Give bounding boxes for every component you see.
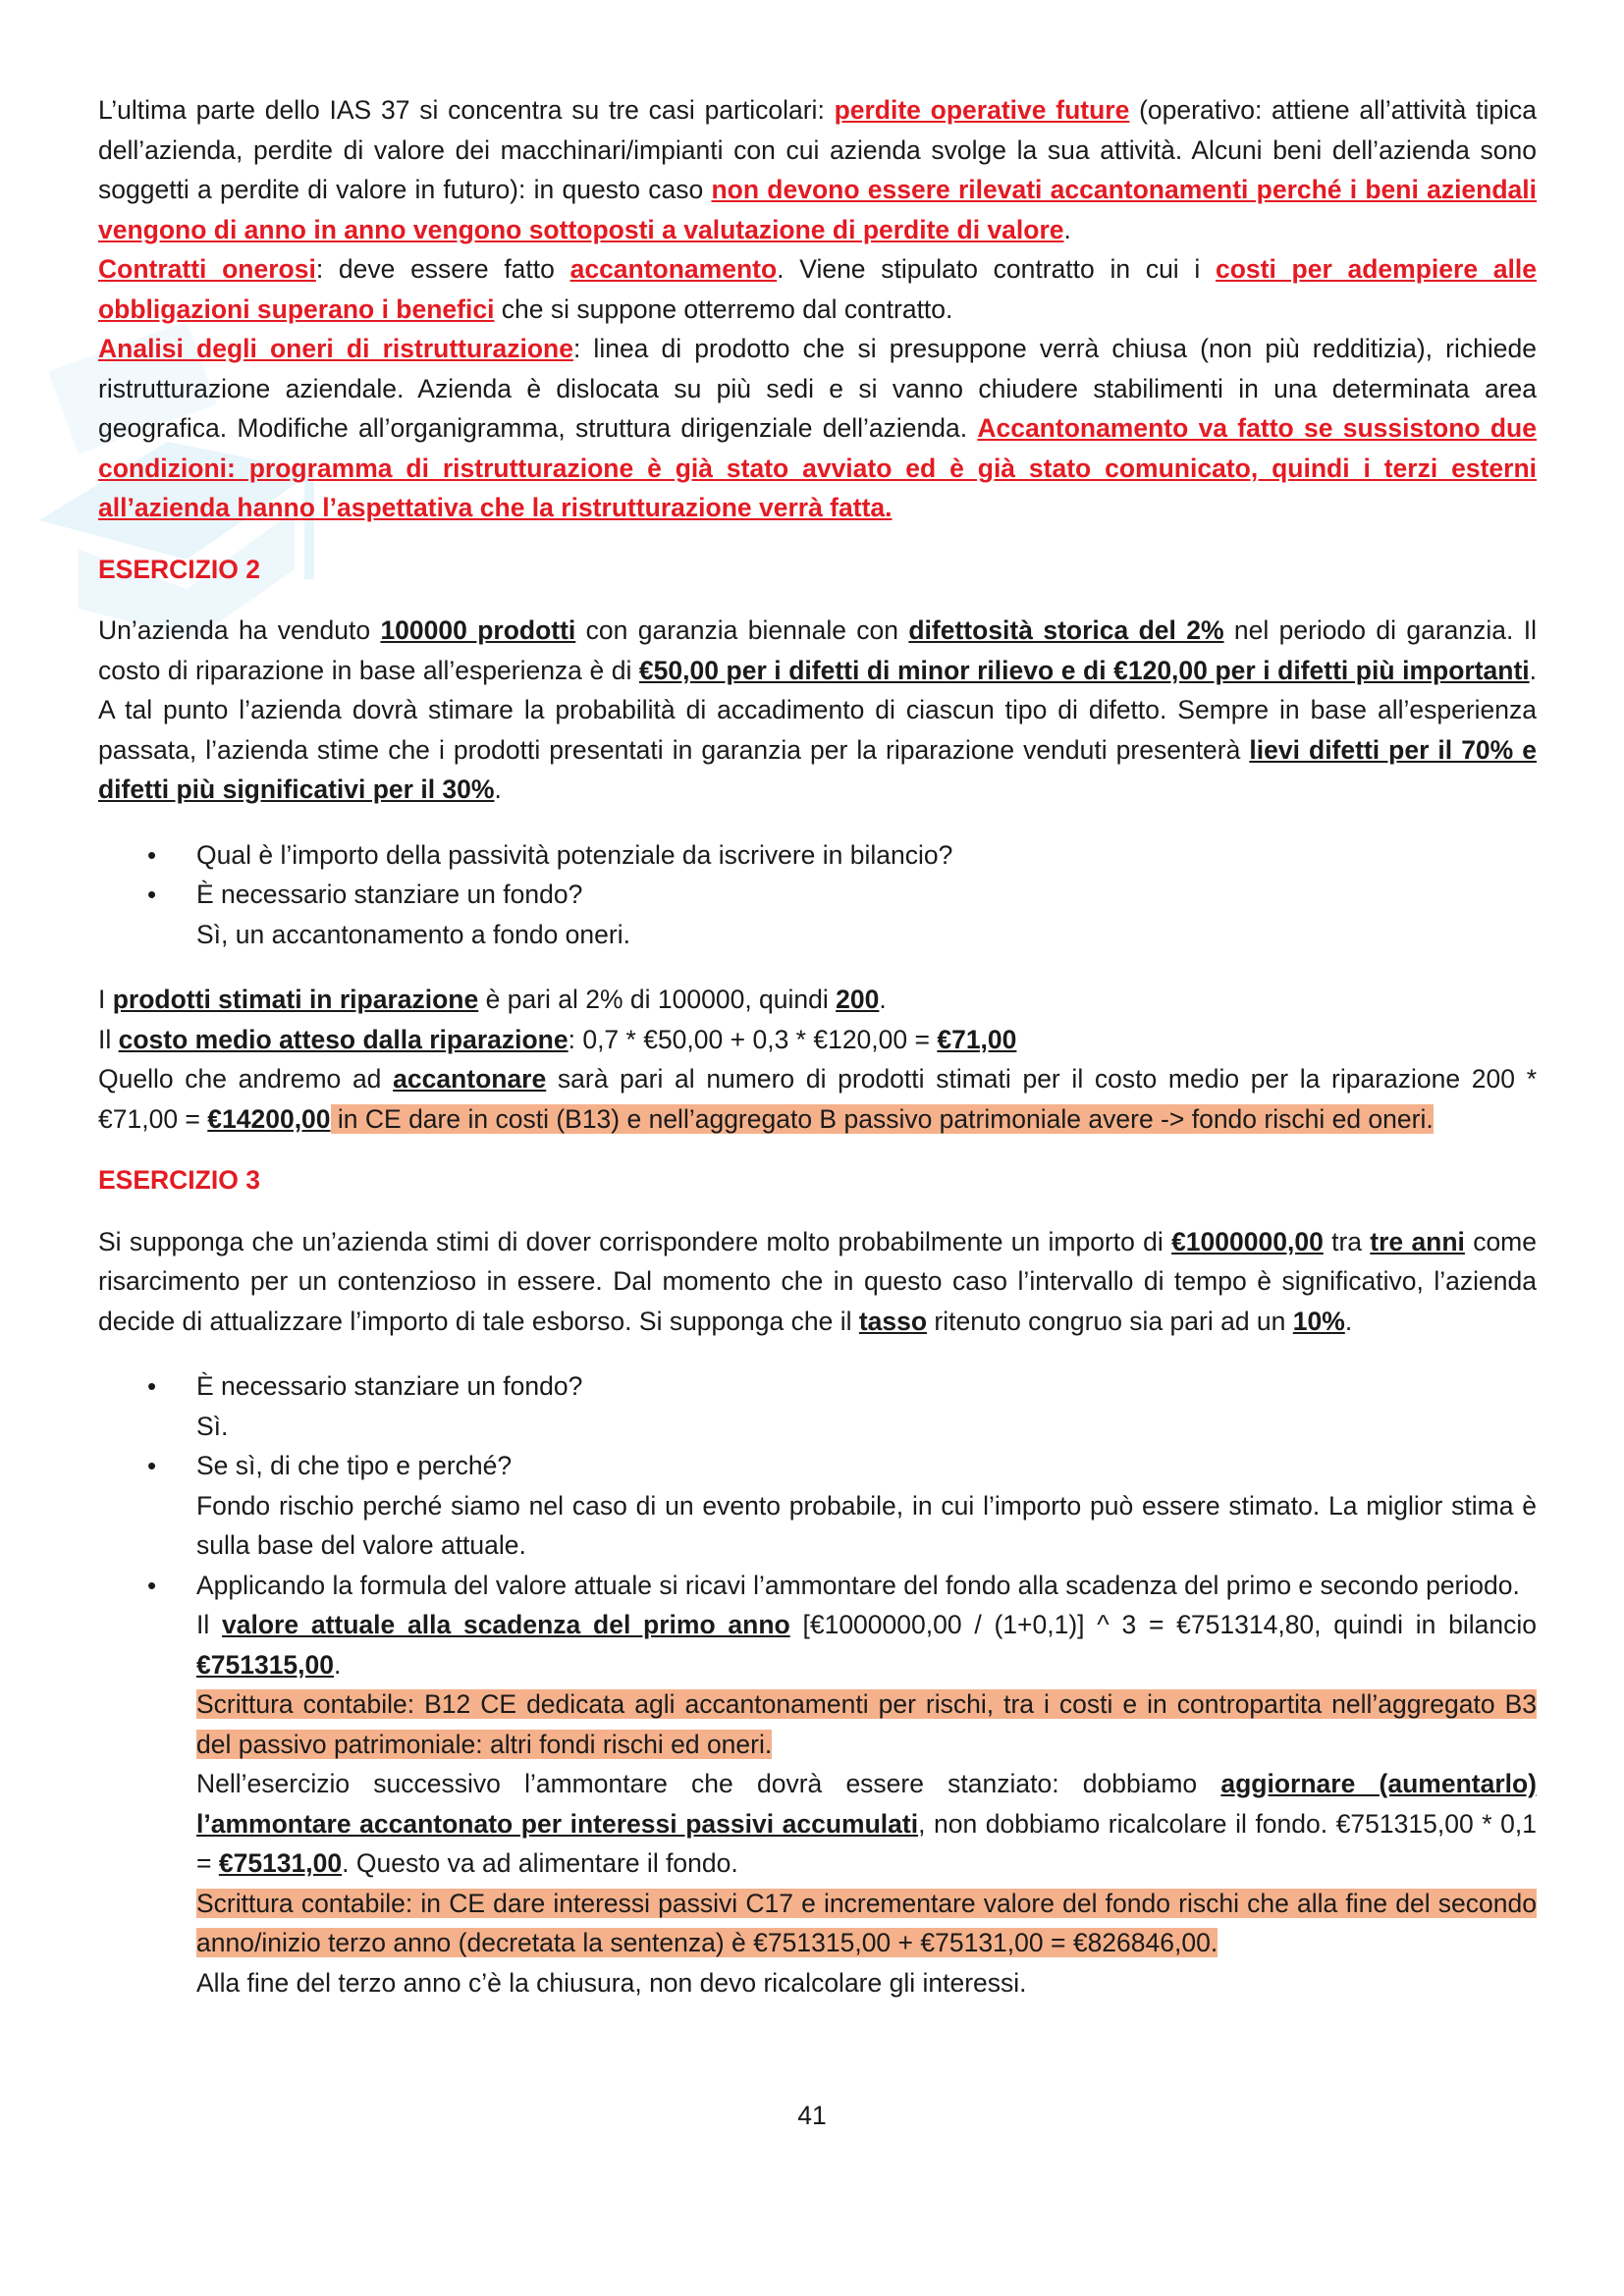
question-list-esercizio-3 <box>98 1366 1537 2002</box>
paragraph-solution-line-3: Quello che andremo ad accantonare sarà pari al numero di prodotti stimati per il costo medio per la riparazione 200 * €71,00 = €14200,00 in CE dare in costi (B13) e nell’aggregato B passivo patrimoniale avere -> fondo rischi ed oneri. <box>98 1064 1538 1134</box>
paragraph-solution-line-2: Il costo medio atteso dalla riparazione: 0,7 * €50,00 + 0,3 * €120,00 = €71,00 <box>98 1024 1017 1054</box>
highlighted-entry: Scrittura contabile: in CE dare interessi passivi C17 e incrementare valore del fondo rischi che alla fine del secondo anno/inizio terzo anno (decretata la sentenza) è €751315,00 + €75131,00 = €826846,00. <box>196 1888 1537 1957</box>
section-title-esercizio-3: ESERCIZIO 3 <box>98 1165 260 1195</box>
paragraph-contratti-onerosi: Contratti onerosi: deve essere fatto accantonamento. Viene stipulato contratto in cui i costi per adempiere alle obbligazioni superano i benefici che si suppone otterremo dal contratto. <box>98 254 1537 324</box>
list-item: • Qual è l’importo della passività potenziale da iscrivere in bilancio? <box>98 835 1537 876</box>
list-item: • È necessario stanziare un fondo? Sì. <box>98 1366 1537 1446</box>
paragraph-esercizio-3-text: Si supponga che un’azienda stimi di dover corrispondere molto probabilmente un importo di €1000000,00 tra tre anni come risarcimento per un contenzioso in essere. Dal momento che in questo caso l’intervallo di tempo è significativo, l’azienda decide di attualizzare l’importo di tale esborso. Si supponga che il tasso ritenuto congruo sia pari ad un 10%. <box>98 1226 1537 1336</box>
key-phrase: Accantonamento va fatto se sussistono due condizioni: programma di ristrutturazione è già stato avviato ed è già stato comunicato, quindi i terzi esterni all’azienda hanno l’aspettativa che la ristrutturazione verrà fatta. <box>98 413 1537 522</box>
key-phrase: Contratti onerosi <box>98 254 316 284</box>
list-item: • Se sì, di che tipo e perché? Fondo rischio perché siamo nel caso di un evento probabile, in cui l’importo può essere stimato. La miglior stima è sulla base del valore attuale. <box>98 1446 1537 1566</box>
list-item: • Applicando la formula del valore attuale si ricavi l’ammontare del fondo alla scadenza del primo e secondo periodo. Il valore attuale alla scadenza del primo anno [€1000000,00 / (1+0,1)] ^ 3 = €751314,80, quindi in bilancio €751315,00. Scrittura contabile: B12 CE dedicata agli accantonamenti per rischi, tra i costi e in contropartita nell’aggregato B3 del passivo patrimoniale: altri fondi rischi ed oneri. Nell’esercizio successivo l’ammontare che dovrà essere stanziato: dobbiamo aggiornare (aumentarlo) l’ammontare accantonato per interessi passivi accumulati, non dobbiamo ricalcolare il fondo. €751315,00 * 0,1 = €75131,00. Questo va ad alimentare il fondo. Scrittura contabile: in CE dare interessi passivi C17 e incrementare valore del fondo rischi che alla fine del secondo anno/inizio terzo anno (decretata la sentenza) è €751315,00 + €75131,00 = €826846,00. Alla fine del terzo anno c’è la chiusura, non devo ricalcolare gli interessi. <box>98 1566 1537 2003</box>
key-phrase: non devono essere rilevati accantonamenti perché i beni aziendali vengono di anno in anno vengono sottoposti a valutazione di perdite di valore <box>98 175 1538 244</box>
paragraph-esercizio-2-text: Un’azienda ha venduto 100000 prodotti con garanzia biennale con difettosità storica del 2% nel periodo di garanzia. Il costo di riparazione in base all’esperienza è di €50,00 per i difetti di minor rilievo e di €120,00 per i difetti più importanti. A tal punto l’azienda dovrà stimare la probabilità di accadimento di ciascun tipo di difetto. Sempre in base all’esperienza passata, l’azienda stime che i prodotti presentati in garanzia per la riparazione venduti presenterà lievi difetti per il 70% e difetti più significativi per il 30%. <box>98 615 1538 804</box>
document-page <box>98 90 1537 2002</box>
highlighted-entry: Scrittura contabile: B12 CE dedicata agli accantonamenti per rischi, tra i costi e in contropartita nell’aggregato B3 del passivo patrimoniale: altri fondi rischi ed oneri. <box>196 1689 1537 1759</box>
key-phrase: costi per adempiere alle obbligazioni superano i benefici <box>98 254 1537 324</box>
key-phrase: perdite operative future <box>834 95 1130 125</box>
paragraph-solution-line-1: I prodotti stimati in riparazione è pari al 2% di 100000, quindi 200. <box>98 985 887 1014</box>
page-number: 41 <box>797 2101 827 2130</box>
key-phrase: Analisi degli oneri di ristrutturazione <box>98 334 573 363</box>
question-list-esercizio-2 <box>98 835 1537 955</box>
key-phrase: accantonamento <box>569 254 778 284</box>
section-title-esercizio-2: ESERCIZIO 2 <box>98 554 260 584</box>
paragraph-ias37-intro: L’ultima parte dello IAS 37 si concentra su tre casi particolari: perdite operative future (operativo: attiene all’attività tipica dell’azienda, perdite di valore dei macchinari/impianti con cui azienda svolge la sua attività. Alcuni beni dell’azienda sono soggetti a perdite di valore in futuro): in questo caso non devono essere rilevati accantonamenti perché i beni aziendali vengono di anno in anno vengono sottoposti a valutazione di perdite di valore. <box>98 95 1538 244</box>
paragraph-ristrutturazione: Analisi degli oneri di ristrutturazione: linea di prodotto che si presuppone verrà chiusa (non più redditizia), richiede ristrutturazione aziendale. Azienda è dislocata su più sedi e si vanno chiudere stabilimenti in una determinata area geografica. Modifiche all’organigramma, struttura dirigenziale dell’azienda. Accantonamento va fatto se sussistono due condizioni: programma di ristrutturazione è già stato avviato ed è già stato comunicato, quindi i terzi esterni all’azienda hanno l’aspettativa che la ristrutturazione verrà fatta. <box>98 334 1537 522</box>
list-item: • È necessario stanziare un fondo? Sì, un accantonamento a fondo oneri. <box>98 875 1537 954</box>
highlighted-entry: in CE dare in costi (B13) e nell’aggregato B passivo patrimoniale avere -> fondo rischi ed oneri. <box>330 1103 1434 1134</box>
